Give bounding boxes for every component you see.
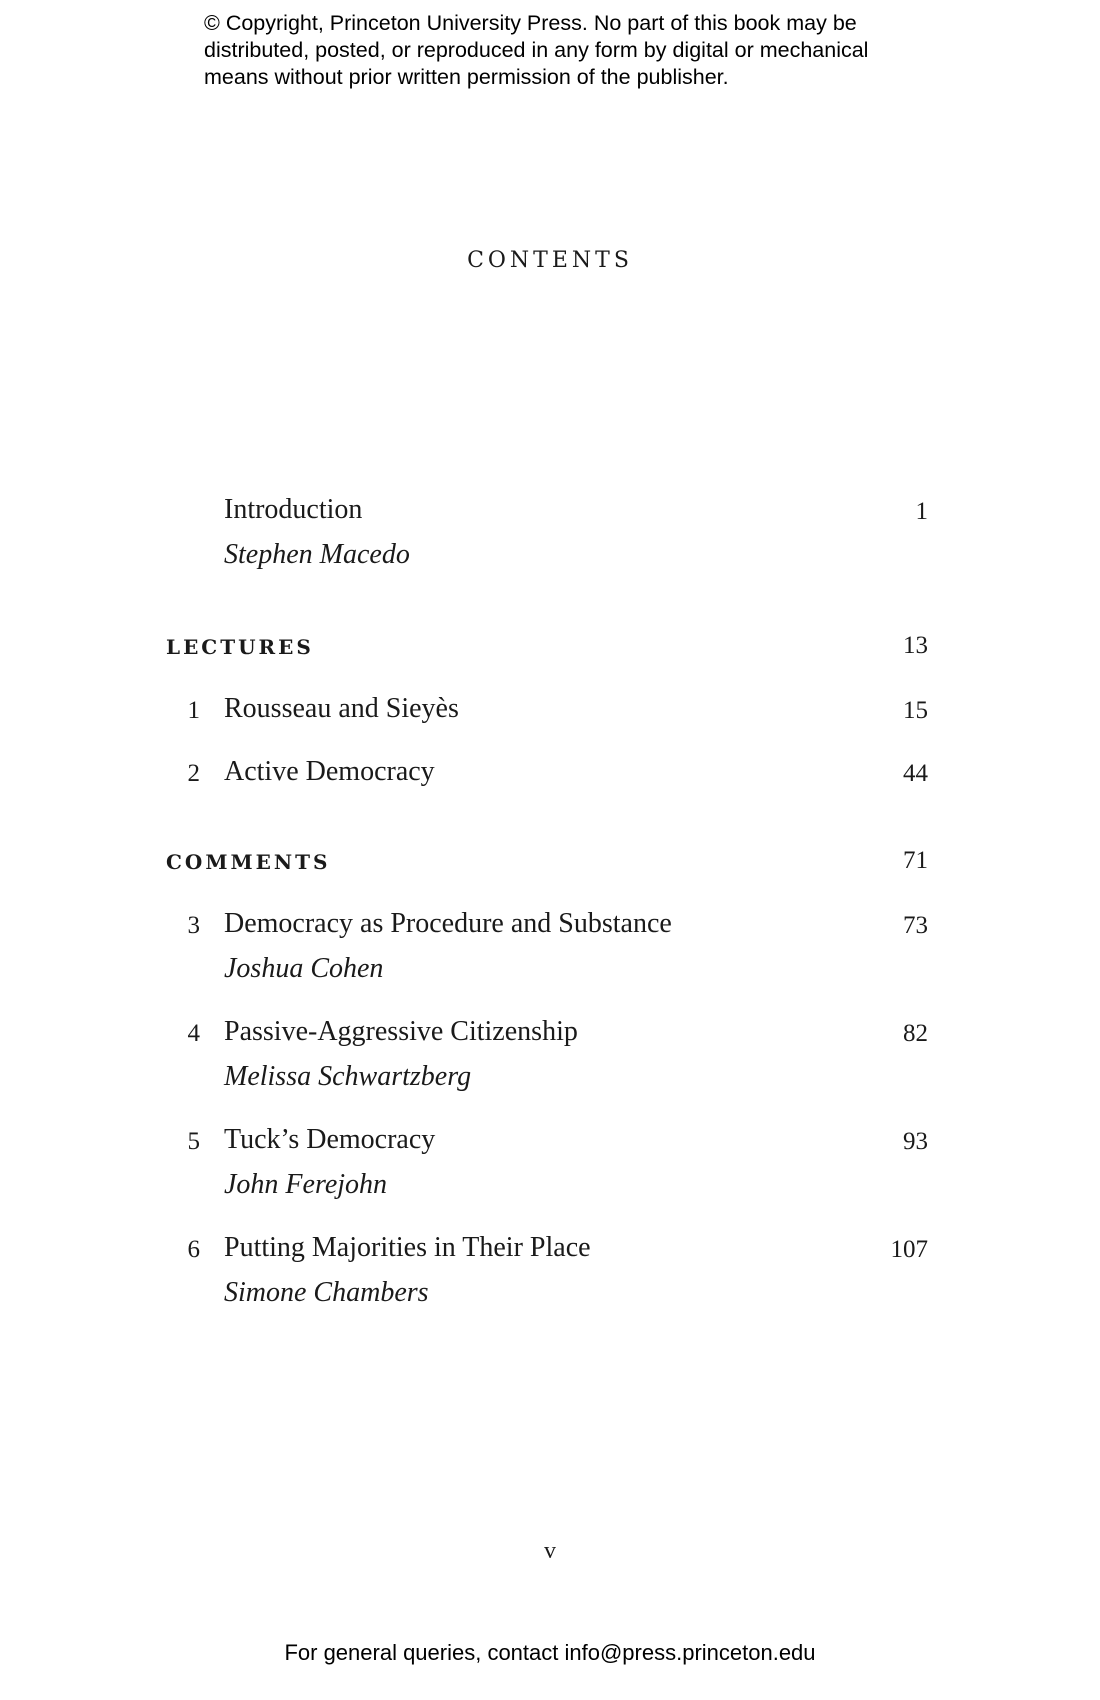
toc-entry-author: Stephen Macedo: [224, 539, 410, 570]
chapter-number: 2: [187, 760, 200, 787]
toc-entry-author: Melissa Schwartzberg: [224, 1061, 472, 1092]
toc-entry-page: 82: [903, 1020, 928, 1047]
toc-entry-author: Simone Chambers: [224, 1277, 429, 1308]
toc-entry-title: Passive-Aggressive Citizenship: [224, 1016, 578, 1047]
chapter-number: 4: [187, 1020, 200, 1047]
toc-entry-title: Tuck’s Democracy: [224, 1124, 436, 1155]
chapter-number: 3: [187, 912, 200, 939]
section-label: LECTURES: [166, 635, 314, 659]
footer-contact: For general queries, contact info@press.princeton.edu: [284, 1640, 816, 1665]
toc-entry-title: Democracy as Procedure and Substance: [224, 908, 672, 939]
section-page: 13: [903, 632, 928, 659]
copyright-line-1: © Copyright, Princeton University Press. No part of this book may be: [204, 11, 857, 35]
toc-entry-title: Putting Majorities in Their Place: [224, 1232, 591, 1263]
toc-entry-page: 93: [903, 1128, 928, 1155]
page-title: CONTENTS: [467, 248, 633, 273]
toc-entry-page: 1: [915, 498, 928, 525]
page-number: v: [544, 1538, 556, 1564]
copyright-notice: [204, 10, 924, 91]
toc-entry-title: Introduction: [224, 494, 363, 525]
toc-entry-page: 107: [890, 1236, 928, 1263]
copyright-line-2: distributed, posted, or reproduced in any form by digital or mechanical: [204, 38, 869, 62]
chapter-number: 5: [187, 1128, 200, 1155]
chapter-number: 6: [187, 1236, 200, 1263]
section-label: COMMENTS: [166, 850, 331, 874]
copyright-line-3: means without prior written permission of the publisher.: [204, 65, 729, 89]
toc-entry-page: 44: [903, 760, 928, 787]
toc-entry-author: Joshua Cohen: [224, 953, 384, 984]
toc-entry-title: Active Democracy: [224, 756, 435, 787]
toc-entry-author: John Ferejohn: [224, 1169, 388, 1200]
toc-entry-title: Rousseau and Sieyès: [224, 693, 459, 724]
chapter-number: 1: [187, 697, 200, 724]
toc-entry-page: 73: [903, 912, 928, 939]
toc-entry-page: 15: [903, 697, 928, 724]
section-page: 71: [903, 847, 928, 874]
